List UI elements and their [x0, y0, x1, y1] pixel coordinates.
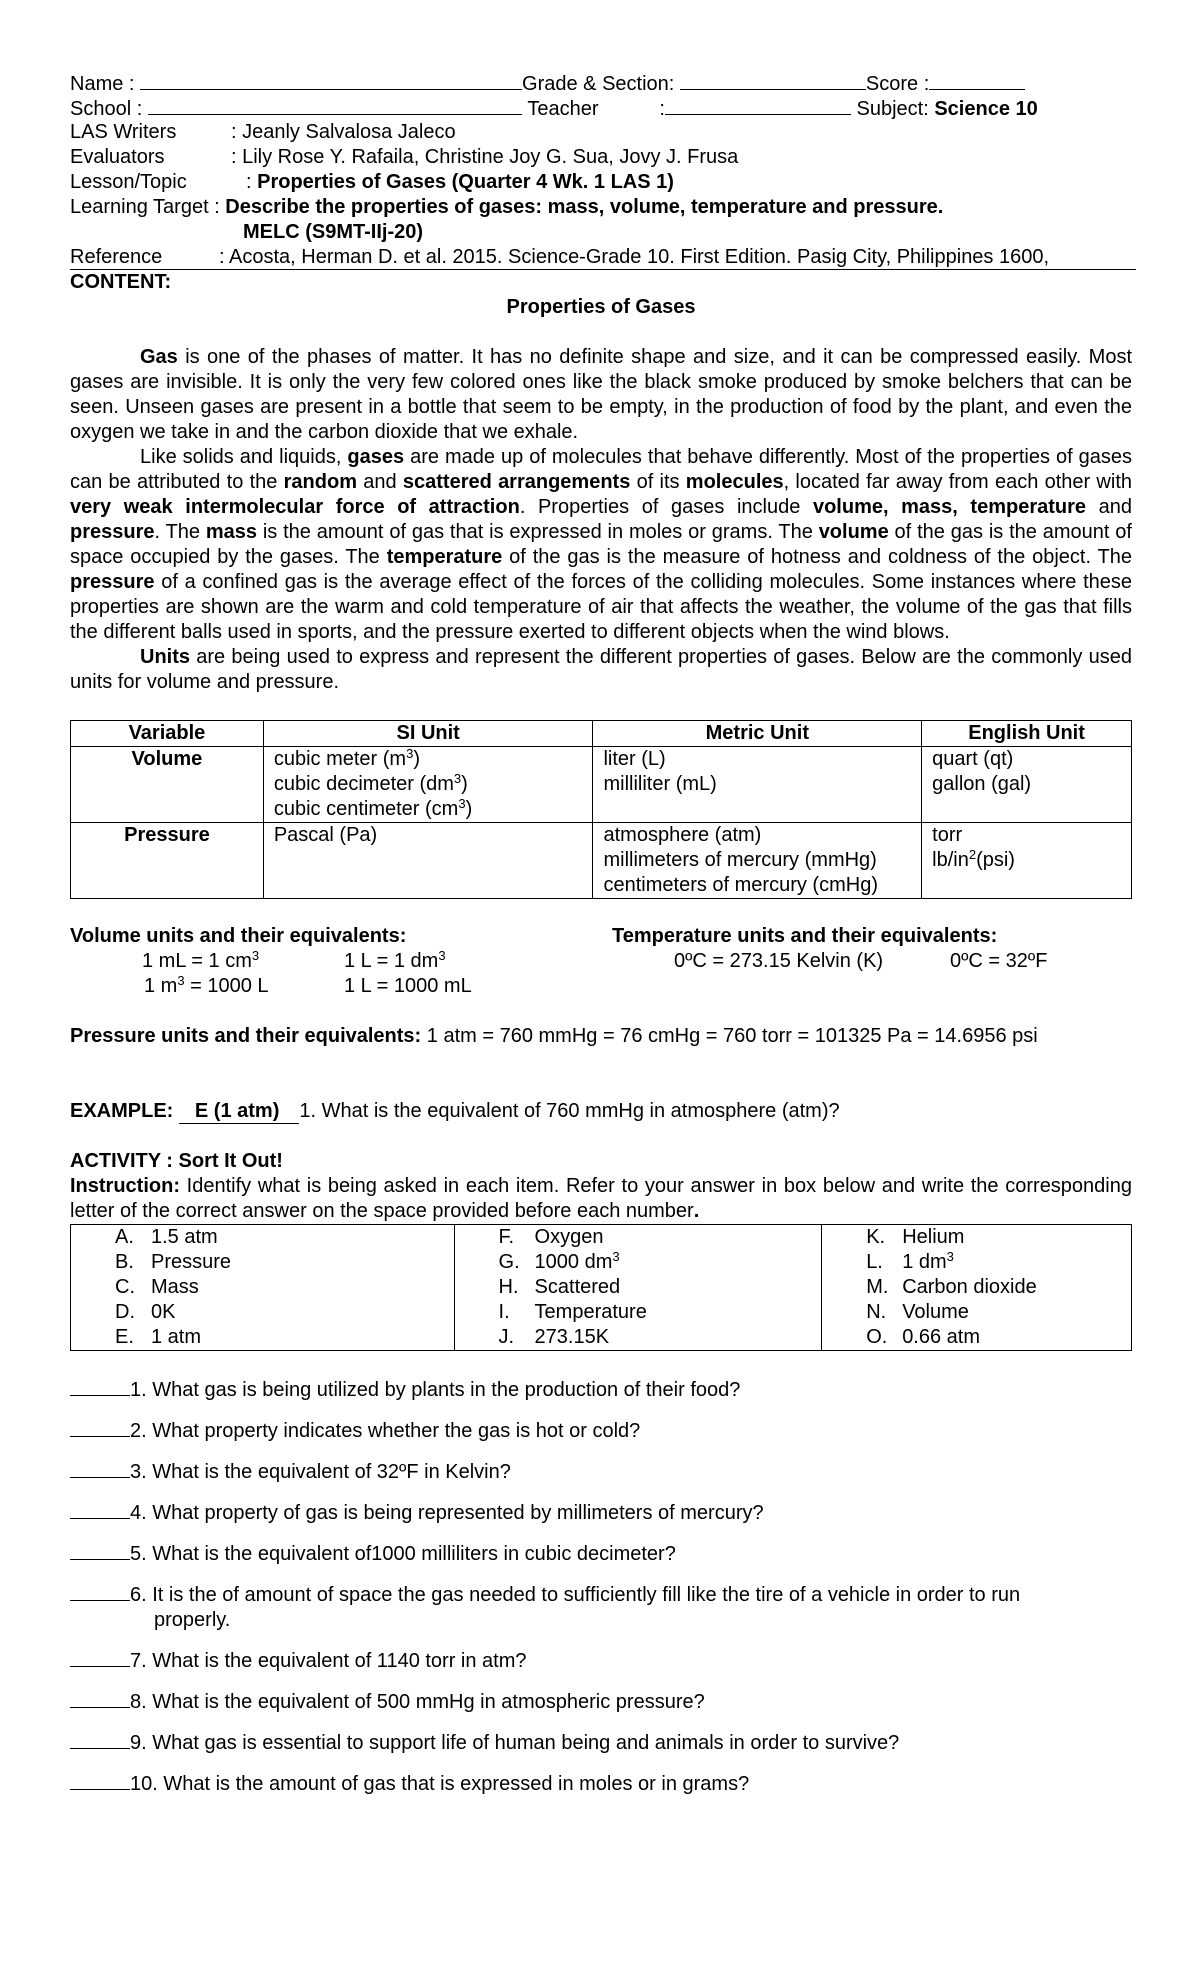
- paragraph-gas: [70, 345, 1132, 445]
- p2-bold-11: pressure: [70, 571, 155, 593]
- answer-blank[interactable]: [70, 1499, 130, 1519]
- worksheet-page: [70, 70, 1132, 1797]
- choice-letter: C.: [115, 1276, 135, 1298]
- volume-eq-1a: [142, 949, 259, 974]
- superscript: 3: [177, 973, 185, 988]
- paragraph-units: [70, 645, 1132, 695]
- si-unit: Pascal (Pa): [273, 824, 378, 846]
- instruction-text: Identify what is being asked in each item. Refer to your answer in box below and write the corresponding letter of the correct answer on the space provided before each number: [70, 1175, 1132, 1222]
- grade-label: Grade & Section:: [522, 73, 675, 95]
- choice-text: 0K: [151, 1301, 176, 1323]
- answer-blank[interactable]: [70, 1770, 130, 1790]
- lesson-label: Lesson/Topic: [70, 171, 187, 193]
- p2-text-1: Like solids and liquids,: [140, 446, 348, 468]
- name-field[interactable]: [140, 70, 522, 90]
- choice-text: 1.5 atm: [151, 1226, 218, 1248]
- lesson-value: Properties of Gases (Quarter 4 Wk. 1 LAS 1): [257, 171, 674, 193]
- choice-text: Temperature: [534, 1301, 647, 1323]
- answer-blank[interactable]: [70, 1581, 130, 1601]
- english-unit: gallon (gal): [932, 773, 1032, 795]
- p2-text-8: . The: [154, 521, 206, 543]
- lesson-colon: :: [246, 171, 258, 193]
- header-si-unit: SI Unit: [263, 721, 593, 747]
- instruction-end: .: [693, 1200, 700, 1222]
- volume-row: [71, 747, 1132, 823]
- p2-text-10: of the gas is the amount of space occupied by the gases. The: [70, 521, 1132, 568]
- choice-item: [866, 1325, 1131, 1350]
- paragraph-properties: [70, 445, 1132, 645]
- header-variable: Variable: [71, 721, 264, 747]
- header-english-unit: English Unit: [922, 721, 1132, 747]
- example-answer-blank: [179, 1099, 299, 1124]
- metric-unit: milliliter (mL): [603, 773, 717, 795]
- choice-letter: L.: [866, 1251, 883, 1273]
- term-gas: Gas: [140, 346, 178, 368]
- score-label: Score :: [865, 73, 930, 95]
- choice-letter: I.: [498, 1301, 510, 1323]
- p2-text-3: and: [356, 471, 403, 493]
- example-label: EXAMPLE:: [70, 1100, 174, 1122]
- question-item: [70, 1417, 1132, 1444]
- volume-eq-2b: [344, 974, 472, 999]
- superscript: 3: [406, 746, 414, 761]
- choice-letter: B.: [115, 1251, 134, 1273]
- choice-item: [115, 1225, 454, 1250]
- choice-item: [115, 1300, 454, 1325]
- choice-letter: F.: [498, 1226, 515, 1248]
- units-table-header: [71, 721, 1132, 747]
- choice-item: [499, 1275, 822, 1300]
- choice-letter: D.: [115, 1301, 135, 1323]
- choice-letter: J.: [498, 1326, 515, 1348]
- superscript: 2: [968, 847, 977, 862]
- p2-bold-7: pressure: [70, 521, 155, 543]
- question-text: 6. It is the of amount of space the gas needed to sufficiently fill like the tire of a vehicle in order to run: [130, 1584, 1021, 1606]
- p2-bold-9: volume: [818, 521, 889, 543]
- writers-row: [70, 120, 1132, 145]
- name-label: Name :: [70, 73, 135, 95]
- p2-bold-4: molecules: [685, 471, 784, 493]
- superscript: 3: [612, 1249, 620, 1264]
- teacher-colon: :: [659, 98, 665, 120]
- reference-value: : Acosta, Herman D. et al. 2015. Science-Grade 10. First Edition. Pasig City, Philippines 1600,: [219, 246, 1050, 268]
- eq-text: 1 mL = 1 cm: [142, 950, 252, 972]
- choice-letter: O.: [866, 1326, 888, 1348]
- activity-instruction: [70, 1174, 1132, 1224]
- target-label: Learning Target :: [70, 196, 226, 218]
- pressure-metric-units: [593, 823, 922, 899]
- p2-text-2: are made up of molecules that behave differently. Most of the properties of gases can be attributed to the: [70, 446, 1132, 493]
- choice-letter: G.: [498, 1251, 520, 1273]
- variable-pressure: Pressure: [71, 823, 264, 899]
- school-field[interactable]: [148, 95, 522, 115]
- question-item: [70, 1647, 1132, 1674]
- question-text-continued: properly.: [154, 1609, 231, 1631]
- question-text: 9. What gas is essential to support life of human being and animals in order to survive?: [130, 1732, 900, 1754]
- pressure-english-units: [922, 823, 1132, 899]
- si-unit-text: ): [413, 748, 420, 770]
- question-text: 3. What is the equivalent of 32ºF in Kelvin?: [130, 1461, 511, 1483]
- choice-text: 1 atm: [151, 1326, 202, 1348]
- choice-text: 273.15K: [534, 1326, 610, 1348]
- answer-blank[interactable]: [70, 1729, 130, 1749]
- choice-letter: E.: [115, 1326, 134, 1348]
- choice-letter: K.: [866, 1226, 886, 1248]
- writers-label: LAS Writers: [70, 121, 177, 143]
- choice-item: [499, 1250, 822, 1275]
- english-unit: quart (qt): [932, 748, 1014, 770]
- reference-row: [70, 245, 1136, 270]
- teacher-label: Teacher: [527, 98, 599, 120]
- example-row: [70, 1099, 1132, 1124]
- choices-column-3: [822, 1225, 1132, 1351]
- p2-text-12: of a confined gas is the average effect of the forces of the colliding molecules. Some instances where these properties are shown are the warm and cold temperature of air that affects the weather, the volume of the gas that fills the different balls used in sports, and the pressure exerted to different objects when the wind blows.: [70, 571, 1132, 643]
- volume-si-units: [263, 747, 593, 823]
- choice-item: [499, 1300, 822, 1325]
- p2-bold-8: mass: [205, 521, 257, 543]
- choice-item: [115, 1325, 454, 1350]
- choice-text: Carbon dioxide: [902, 1276, 1037, 1298]
- writers-value: : Jeanly Salvalosa Jaleco: [231, 121, 456, 143]
- content-title-row: [70, 295, 1132, 320]
- answer-blank[interactable]: [70, 1458, 130, 1478]
- superscript: 3: [458, 796, 466, 811]
- si-unit-text: ): [461, 773, 468, 795]
- choice-item: [866, 1250, 1131, 1275]
- choice-letter: M.: [866, 1276, 889, 1298]
- question-text: 4. What property of gas is being represented by millimeters of mercury?: [130, 1502, 764, 1524]
- question-text: 5. What is the equivalent of1000 milliliters in cubic decimeter?: [130, 1543, 676, 1565]
- choice-letter: H.: [498, 1276, 519, 1298]
- choice-item: [866, 1300, 1131, 1325]
- volume-equivalents-title: [70, 924, 406, 949]
- choice-item: [499, 1225, 822, 1250]
- p2-text-5: , located far away from each other with: [783, 471, 1133, 493]
- si-unit-text: cubic meter (m: [273, 748, 407, 770]
- instruction-paragraph: [70, 1174, 1132, 1224]
- p2-text-9: is the amount of gas that is expressed in moles or grams. The: [257, 521, 819, 543]
- score-field[interactable]: [929, 70, 1025, 90]
- eq-text: 1 L = 1 dm: [344, 950, 439, 972]
- choice-text: Oxygen: [534, 1226, 604, 1248]
- pressure-equivalents: [70, 1024, 1132, 1049]
- paragraph-gas-text: is one of the phases of matter. It has no definite shape and size, and it can be compressed easily. Most gases are invisible. It is only the very few colored ones like the black smoke produced by smoke belchers that can be seen. Unseen gases are present in a bottle that seem to be empty, in the production of food by the plant, and even the oxygen we take in and the carbon dioxide that we exhale.: [70, 346, 1132, 443]
- si-unit-text: cubic centimeter (cm: [273, 798, 459, 820]
- instruction-label: Instruction:: [70, 1175, 180, 1197]
- si-unit-text: cubic decimeter (dm: [273, 773, 454, 795]
- choices-column-1: [71, 1225, 455, 1351]
- lesson-row: [70, 170, 1132, 195]
- volume-eq-2a: [144, 974, 269, 999]
- evaluators-label: Evaluators: [70, 146, 165, 168]
- question-item: [70, 1729, 1132, 1756]
- melc-code: MELC (S9MT-IIj-20): [243, 221, 424, 243]
- volume-equivalents-title-text: Volume units and their equivalents:: [70, 925, 407, 947]
- name-row: [70, 70, 1132, 95]
- pressure-row: [71, 823, 1132, 899]
- choice-item: [115, 1275, 454, 1300]
- subject-label: Subject:: [856, 98, 929, 120]
- metric-unit: millimeters of mercury (mmHg): [603, 849, 877, 871]
- example-answer: E (1 atm): [194, 1100, 280, 1122]
- pressure-equivalents-title: Pressure units and their equivalents:: [70, 1025, 422, 1047]
- question-item: [70, 1770, 1132, 1797]
- grade-field[interactable]: [680, 70, 866, 90]
- units-table: [70, 720, 1132, 899]
- answer-blank[interactable]: [70, 1688, 130, 1708]
- answer-blank[interactable]: [70, 1376, 130, 1396]
- answer-choices-box: [70, 1224, 1132, 1351]
- choice-item: [866, 1225, 1131, 1250]
- pressure-equivalents-value: 1 atm = 760 mmHg = 76 cmHg = 760 torr = 101325 Pa = 14.6956 psi: [421, 1025, 1038, 1047]
- question-text: 10. What is the amount of gas that is expressed in moles or in grams?: [130, 1773, 750, 1795]
- p2-text-4: of its: [630, 471, 686, 493]
- temperature-equivalents-title: [612, 924, 997, 949]
- superscript: 3: [946, 1249, 954, 1264]
- metric-unit: atmosphere (atm): [603, 824, 762, 846]
- p2-bold-3: scattered arrangements: [402, 471, 631, 493]
- choice-item: [866, 1275, 1131, 1300]
- school-label: School :: [70, 98, 143, 120]
- choice-text: Scattered: [534, 1276, 621, 1298]
- question-text: 8. What is the equivalent of 500 mmHg in atmospheric pressure?: [130, 1691, 705, 1713]
- equivalents-block: [70, 924, 1132, 999]
- activity-title-row: [70, 1149, 1132, 1174]
- volume-metric-units: [593, 747, 922, 823]
- question-text: 7. What is the equivalent of 1140 torr in atm?: [130, 1650, 527, 1672]
- choice-text: 1000 dm: [534, 1251, 613, 1273]
- reference-label: Reference: [70, 246, 163, 268]
- teacher-field[interactable]: [665, 95, 851, 115]
- p2-bold-6: volume, mass, temperature: [812, 496, 1087, 518]
- question-item: [70, 1540, 1132, 1567]
- p2-text-11: of the gas is the measure of hotness and coldness of the object. The: [502, 546, 1132, 568]
- p2-text-7: and: [1086, 496, 1133, 518]
- content-label-row: [70, 270, 1132, 295]
- volume-eq-1b: [344, 949, 446, 974]
- question-item: [70, 1688, 1132, 1715]
- p2-bold-1: gases: [347, 446, 405, 468]
- metric-unit: centimeters of mercury (cmHg): [603, 874, 878, 896]
- temperature-eq-2: 0ºC = 32ºF: [950, 950, 1048, 972]
- eq-text: 1 m: [144, 975, 178, 997]
- choice-text: Mass: [151, 1276, 199, 1298]
- question-item: [70, 1376, 1132, 1403]
- evaluators-value: : Lily Rose Y. Rafaila, Christine Joy G. Sua, Jovy J. Frusa: [231, 146, 739, 168]
- superscript: 3: [438, 948, 446, 963]
- content-label: CONTENT:: [70, 271, 172, 293]
- choice-text: Helium: [902, 1226, 965, 1248]
- english-unit-text: (psi): [976, 849, 1015, 871]
- target-row: [70, 195, 1132, 220]
- english-unit-text: lb/in: [932, 849, 969, 871]
- melc-row: [70, 220, 1132, 245]
- content-title: Properties of Gases: [506, 296, 696, 318]
- eq-text: = 1000 L: [184, 975, 269, 997]
- paragraph-units-text: are being used to express and represent the different properties of gases. Below are the commonly used units for volume and pressure.: [70, 646, 1132, 693]
- question-item: [70, 1499, 1132, 1526]
- p2-bold-10: temperature: [386, 546, 503, 568]
- subject-value: Science 10: [934, 98, 1038, 120]
- temperature-eq-1: 0ºC = 273.15 Kelvin (K): [674, 950, 884, 972]
- volume-english-units: [922, 747, 1132, 823]
- choice-text: 0.66 atm: [902, 1326, 981, 1348]
- question-item: [70, 1581, 1132, 1608]
- metric-unit: liter (L): [603, 748, 666, 770]
- superscript: 3: [251, 948, 260, 963]
- target-value: Describe the properties of gases: mass, volume, temperature and pressure.: [225, 196, 944, 218]
- question-item: [70, 1608, 1132, 1633]
- choice-text: Pressure: [151, 1251, 232, 1273]
- term-units: Units: [140, 646, 190, 668]
- question-text: 2. What property indicates whether the gas is hot or cold?: [130, 1420, 641, 1442]
- choice-item: [115, 1250, 454, 1275]
- p2-bold-5: very weak intermolecular force of attraction: [70, 496, 520, 518]
- eq-text: 1 L = 1000 mL: [344, 975, 472, 997]
- question-item: [70, 1458, 1132, 1485]
- choice-text: 1 dm: [902, 1251, 947, 1273]
- english-unit: torr: [932, 824, 963, 846]
- si-unit-text: ): [465, 798, 473, 820]
- answer-blank[interactable]: [70, 1647, 130, 1667]
- p2-bold-2: random: [283, 471, 357, 493]
- answer-blank[interactable]: [70, 1417, 130, 1437]
- example-question: 1. What is the equivalent of 760 mmHg in atmosphere (atm)?: [299, 1100, 840, 1122]
- choice-letter: N.: [866, 1301, 887, 1323]
- header-metric-unit: Metric Unit: [593, 721, 922, 747]
- pressure-si-units: [263, 823, 593, 899]
- p2-text-6: . Properties of gases include: [519, 496, 813, 518]
- superscript: 3: [453, 771, 462, 786]
- content-body: [70, 345, 1132, 695]
- evaluators-row: [70, 145, 1132, 170]
- question-text: 1. What gas is being utilized by plants in the production of their food?: [130, 1379, 741, 1401]
- header: [70, 70, 1132, 295]
- choices-column-2: [454, 1225, 822, 1351]
- activity-title: ACTIVITY : Sort It Out!: [70, 1150, 283, 1172]
- choice-text: Volume: [902, 1301, 969, 1323]
- temperature-equivalents-title-text: Temperature units and their equivalents:: [612, 925, 998, 947]
- answer-blank[interactable]: [70, 1540, 130, 1560]
- choice-item: [499, 1325, 822, 1350]
- school-row: [70, 95, 1132, 120]
- variable-volume: Volume: [71, 747, 264, 823]
- questions-list: [70, 1376, 1132, 1797]
- choice-letter: A.: [115, 1226, 134, 1248]
